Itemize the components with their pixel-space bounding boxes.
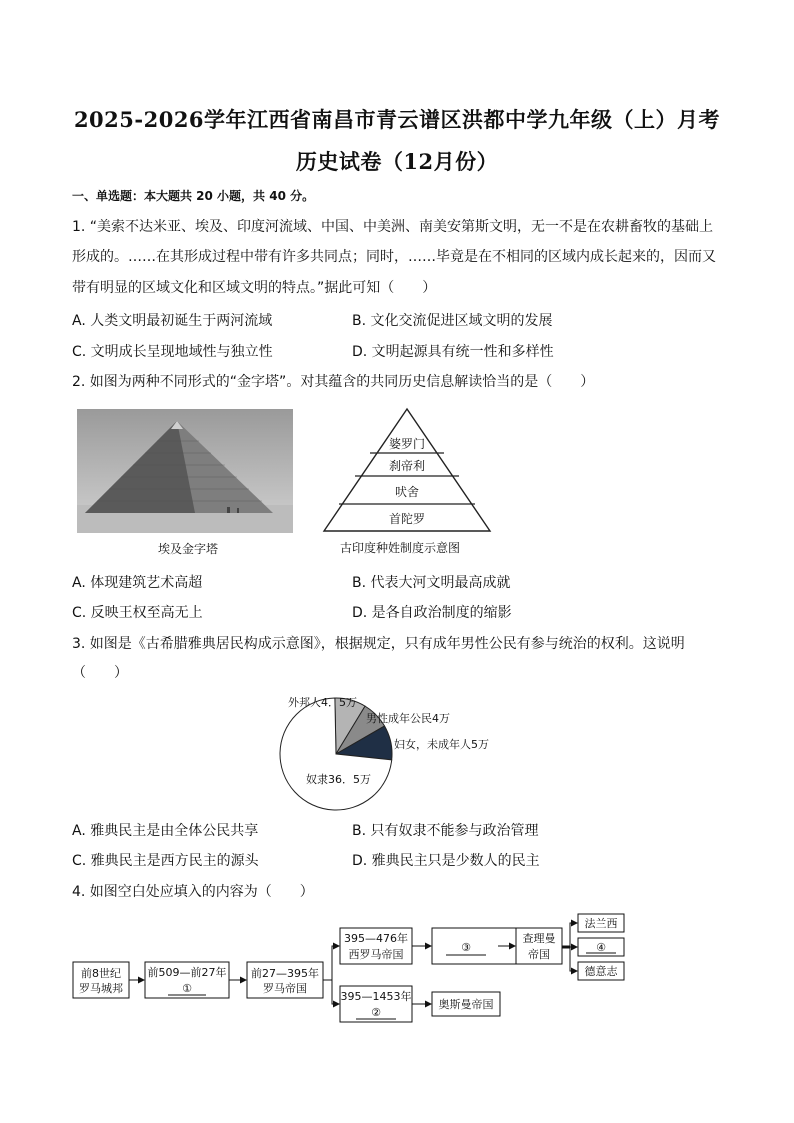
q2-option-a[interactable]: A. 体现建筑艺术高超 [72,575,203,591]
box-text-b6a: 查理曼 [522,932,556,945]
pie-label-0: 外邦人4．5万 [288,696,357,709]
q3-option-b[interactable]: B. 只有奴隶不能参与政治管理 [352,823,539,839]
box-text-b2b: ① [182,982,192,995]
q3-option-a[interactable]: A. 雅典民主是由全体公民共享 [72,823,259,839]
q2-option-c[interactable]: C. 反映王权至高无上 [72,605,203,621]
q3-stem-line1: 3. 如图是《古希腊雅典居民构成示意图》，根据规定，只有成年男性公民有参与统治的权利。这说明 [72,636,685,652]
q2-stem: 2. 如图为两种不同形式的“金字塔”。对其蕴含的共同历史信息解读恰当的是（ ） [72,374,595,390]
pyramid-photo-caption: 埃及金字塔 [158,542,219,556]
q2-option-d[interactable]: D. 是各自政治制度的缩影 [352,605,512,621]
caste-level-3: 吠舍 [394,485,420,499]
caste-diagram-caption: 古印度种姓制度示意图 [340,541,461,555]
q2-option-b[interactable]: B. 代表大河文明最高成就 [352,575,511,591]
box-text-b10a: 395—1453年 [340,990,412,1003]
q1-option-c[interactable]: C. 文明成长呈现地域性与独立性 [72,344,273,360]
box-text-b6b: 帝国 [528,948,550,961]
q1-stem-line1: 1. “美索不达米亚、埃及、印度河流域、中国、中美洲、南美安第斯文明，无一不是在农耕畜牧的基础上 [72,219,714,235]
exam-title-line1: 2025-2026学年江西省南昌市青云谱区洪都中学九年级（上）月考 [73,107,721,132]
box-text-b7: 法兰西 [584,917,618,930]
q1-option-d[interactable]: D. 文明起源具有统一性和多样性 [352,344,554,360]
section-heading: 一、单选题：本大题共 20 小题，共 40 分。 [72,189,315,203]
roman-history-flowchart [70,910,630,1025]
q3-stem-line2: （ ） [72,665,128,681]
box-text-b1a: 前8世纪 [81,967,121,980]
box-text-b11: 奥斯曼帝国 [438,998,494,1011]
box-text-b2a: 前509—前27年 [147,966,227,979]
egypt-pyramid-photo [77,409,293,533]
q4-stem: 4. 如图空白处应填入的内容为（ ） [72,884,314,900]
q3-option-d[interactable]: D. 雅典民主只是少数人的民主 [352,853,540,869]
q1-option-a[interactable]: A. 人类文明最初诞生于两河流域 [72,313,273,329]
exam-title-line2: 历史试卷（12月份） [295,149,499,174]
q1-option-b[interactable]: B. 文化交流促进区域文明的发展 [352,313,553,329]
box-text-b5: ③ [461,941,471,954]
box-text-b4b: 西罗马帝国 [348,948,404,961]
athens-population-pie-chart [270,690,530,815]
q1-stem-line3: 带有明显的区域文化和区域文明的特点。”据此可知（ ） [72,280,437,296]
caste-level-4: 首陀罗 [388,512,426,526]
q1-stem-line2: 形成的。……在其形成过程中带有许多共同点；同时，……毕竟是在不相同的区域内成长起来的，因而又 [72,249,716,265]
box-text-b1b: 罗马城邦 [79,982,123,995]
box-text-b8: ④ [596,941,606,954]
caste-pyramid-diagram [318,406,496,534]
box-text-b4a: 395—476年 [344,932,408,945]
caste-level-1: 婆罗门 [388,437,426,451]
box-text-b10b: ② [371,1006,381,1019]
caste-level-2: 刹帝利 [388,459,426,473]
box-text-b3a: 前27—395年 [251,967,319,980]
pie-label-3: 奴隶36．5万 [306,773,371,786]
q3-option-c[interactable]: C. 雅典民主是西方民主的源头 [72,853,259,869]
box-text-b9: 德意志 [584,965,618,978]
pie-label-2: 妇女，未成年人5万 [394,738,489,751]
pie-label-1: 男性成年公民4万 [366,712,450,725]
box-text-b3b: 罗马帝国 [263,982,307,995]
